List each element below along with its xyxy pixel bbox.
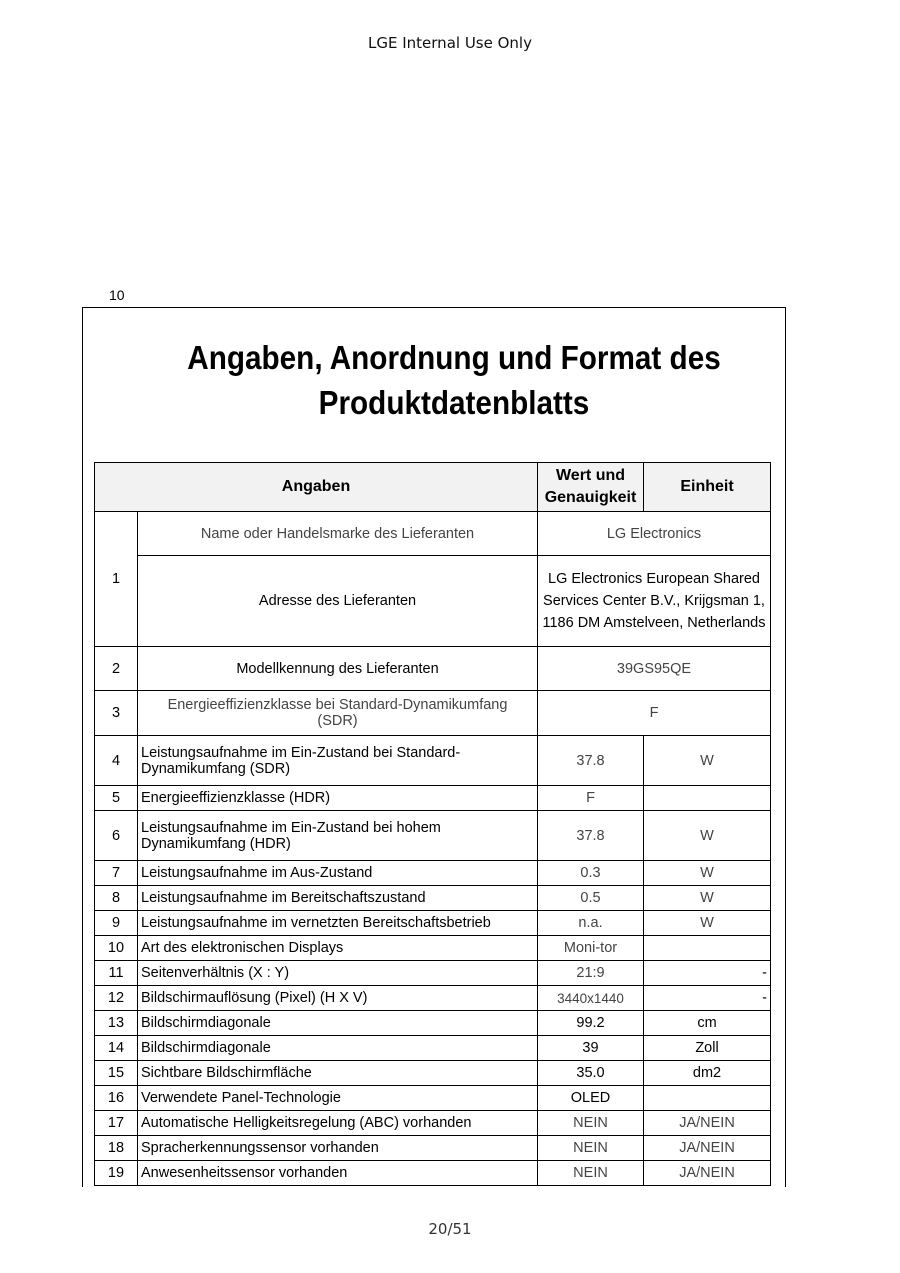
row-value: 21:9 — [538, 961, 644, 986]
table-row — [95, 811, 771, 861]
header-wert-line-1: Wert und — [555, 467, 626, 484]
section-number: 10 — [109, 287, 125, 303]
row-unit: W — [644, 911, 771, 936]
row-number: 10 — [95, 936, 138, 961]
row-value: NEIN — [538, 1161, 644, 1186]
row-number: 3 — [95, 691, 138, 736]
row-value: 39GS95QE — [538, 647, 771, 691]
row-number: 11 — [95, 961, 138, 986]
row-value: 0.5 — [538, 886, 644, 911]
table-row — [95, 786, 771, 811]
row-number: 6 — [95, 811, 138, 861]
title-line-1: Angaben, Anordnung und Format des — [187, 339, 721, 376]
row-label: Sichtbare Bildschirmfläche — [138, 1061, 538, 1086]
table-row — [95, 1011, 771, 1036]
row-value: F — [538, 691, 771, 736]
row-label: Art des elektronischen Displays — [138, 936, 538, 961]
table-header-row — [95, 463, 771, 512]
row-number: 18 — [95, 1136, 138, 1161]
row-unit: W — [644, 861, 771, 886]
row-label: Energieeffizienzklasse (HDR) — [138, 786, 538, 811]
row-unit: - — [644, 986, 771, 1011]
address-line-3: 1186 DM Amstelveen, Netherlands — [542, 615, 766, 631]
row-label: Bildschirmdiagonale — [138, 1011, 538, 1036]
table-row — [95, 936, 771, 961]
row-unit: cm — [644, 1011, 771, 1036]
row-value: 35.0 — [538, 1061, 644, 1086]
table-row — [95, 961, 771, 986]
row-unit: W — [644, 886, 771, 911]
row-number: 13 — [95, 1011, 138, 1036]
row-label: Anwesenheitssensor vorhanden — [138, 1161, 538, 1186]
row-unit — [644, 1086, 771, 1111]
row-number: 2 — [95, 647, 138, 691]
row-value — [538, 556, 771, 647]
table-row — [95, 1086, 771, 1111]
row-label: Automatische Helligkeitsregelung (ABC) vorhanden — [138, 1111, 538, 1136]
row-number: 5 — [95, 786, 138, 811]
row-unit: dm2 — [644, 1061, 771, 1086]
row-label: Seitenverhältnis (X : Y) — [138, 961, 538, 986]
page-header: LGE Internal Use Only — [368, 34, 532, 52]
row-number: 8 — [95, 886, 138, 911]
row-value: OLED — [538, 1086, 644, 1111]
table-row — [95, 1136, 771, 1161]
row-value: NEIN — [538, 1111, 644, 1136]
row-unit: JA/NEIN — [644, 1111, 771, 1136]
row-label — [138, 691, 538, 736]
table-row — [95, 512, 771, 556]
row-number: 15 — [95, 1061, 138, 1086]
row-value: Moni-tor — [538, 936, 644, 961]
table-row — [95, 911, 771, 936]
header-angaben: Angaben — [95, 463, 538, 512]
header-wert — [538, 463, 644, 512]
row-value: 37.8 — [538, 811, 644, 861]
table-row — [95, 556, 771, 647]
row-value: 99.2 — [538, 1011, 644, 1036]
row-number: 14 — [95, 1036, 138, 1061]
row-label: Leistungsaufnahme im Aus-Zustand — [138, 861, 538, 886]
row-unit: Zoll — [644, 1036, 771, 1061]
row-label: Leistungsaufnahme im Ein-Zustand bei hohem Dynamikumfang (HDR) — [138, 811, 538, 861]
row-label: Verwendete Panel-Technologie — [138, 1086, 538, 1111]
row-label: Bildschirmauflösung (Pixel) (H X V) — [138, 986, 538, 1011]
table-row — [95, 691, 771, 736]
row-label: Leistungsaufnahme im vernetzten Bereitschaftsbetrieb — [138, 911, 538, 936]
row-label: Name oder Handelsmarke des Lieferanten — [138, 512, 538, 556]
row-number: 16 — [95, 1086, 138, 1111]
row-value: F — [538, 786, 644, 811]
row-label-line-2: (SDR) — [317, 713, 358, 729]
row-number: 17 — [95, 1111, 138, 1136]
table-row — [95, 861, 771, 886]
row-label: Bildschirmdiagonale — [138, 1036, 538, 1061]
page-title — [119, 335, 789, 425]
row-unit: W — [644, 811, 771, 861]
row-unit: JA/NEIN — [644, 1161, 771, 1186]
title-line-2: Produktdatenblatts — [318, 384, 590, 421]
table-row — [95, 886, 771, 911]
row-number: 12 — [95, 986, 138, 1011]
row-unit — [644, 936, 771, 961]
header-wert-line-2: Genauigkeit — [544, 489, 637, 506]
row-unit: JA/NEIN — [644, 1136, 771, 1161]
table-row — [95, 647, 771, 691]
row-number: 19 — [95, 1161, 138, 1186]
row-label: Spracherkennungssensor vorhanden — [138, 1136, 538, 1161]
table-row — [95, 1161, 771, 1186]
row-label: Adresse des Lieferanten — [138, 556, 538, 647]
row-unit: W — [644, 736, 771, 786]
row-label: Leistungsaufnahme im Bereitschaftszustand — [138, 886, 538, 911]
row-value: LG Electronics — [538, 512, 771, 556]
table-row — [95, 1061, 771, 1086]
table-row — [95, 736, 771, 786]
row-label: Modellkennung des Lieferanten — [138, 647, 538, 691]
row-number: 7 — [95, 861, 138, 886]
row-value: NEIN — [538, 1136, 644, 1161]
row-label-line-1: Energieeffizienzklasse bei Standard-Dynamikumfang — [167, 697, 508, 713]
address-line-1: LG Electronics European Shared — [548, 571, 760, 587]
header-einheit: Einheit — [644, 463, 771, 512]
row-label: Leistungsaufnahme im Ein-Zustand bei Standard-Dynamikumfang (SDR) — [138, 736, 538, 786]
row-value: 3440x1440 — [538, 986, 644, 1011]
table-row — [95, 1111, 771, 1136]
row-number: 9 — [95, 911, 138, 936]
row-unit: - — [644, 961, 771, 986]
row-value: n.a. — [538, 911, 644, 936]
row-value: 37.8 — [538, 736, 644, 786]
page-number: 20/51 — [428, 1220, 472, 1238]
row-unit — [644, 786, 771, 811]
row-value: 0.3 — [538, 861, 644, 886]
row-number: 4 — [95, 736, 138, 786]
row-number: 1 — [95, 512, 138, 647]
row-value: 39 — [538, 1036, 644, 1061]
product-data-table — [94, 462, 771, 1186]
table-row — [95, 1036, 771, 1061]
table-row — [95, 986, 771, 1011]
address-line-2: Services Center B.V., Krijgsman 1, — [543, 593, 765, 609]
